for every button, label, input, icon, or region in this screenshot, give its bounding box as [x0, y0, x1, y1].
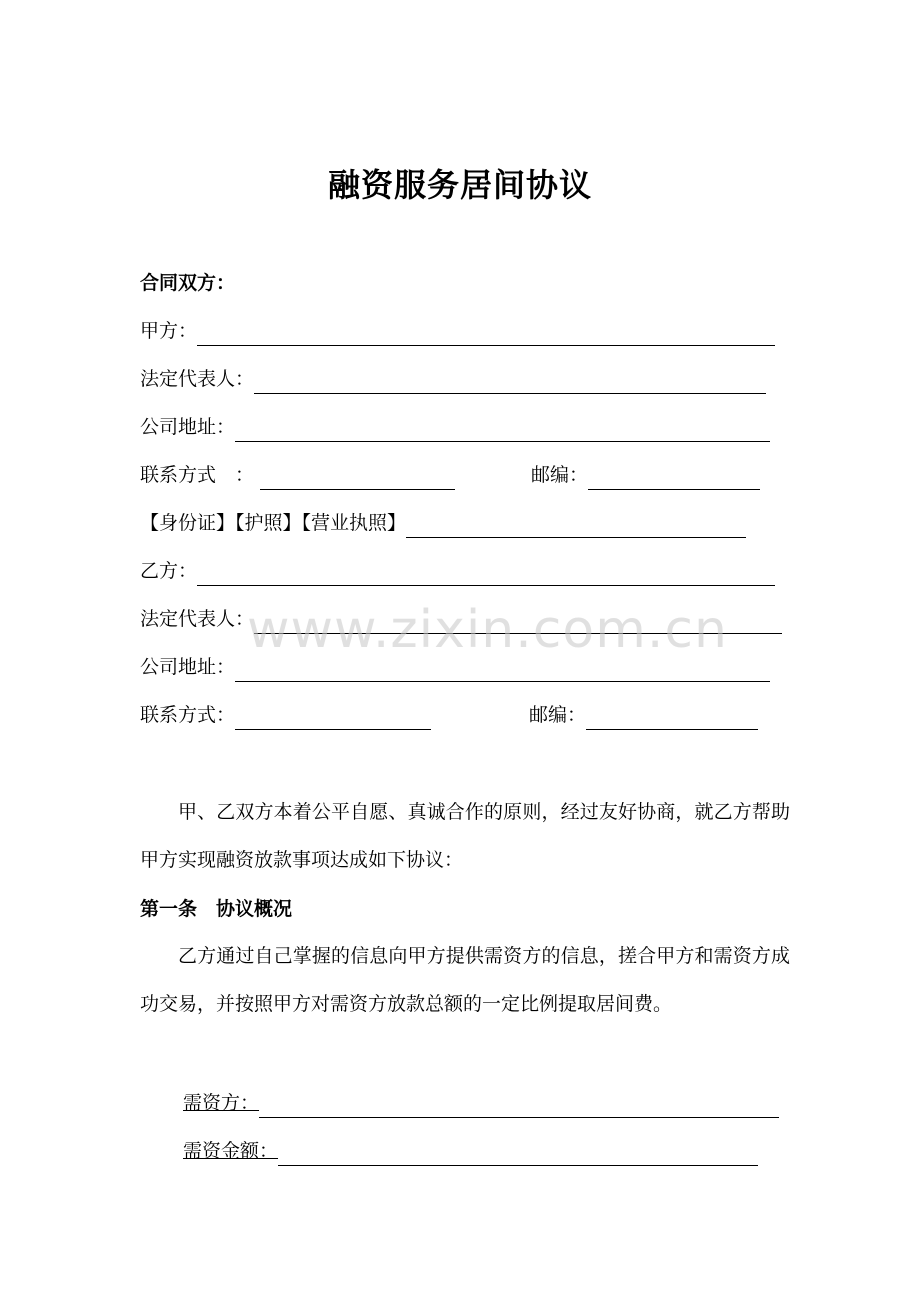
party-b-address-field[interactable]	[235, 659, 770, 682]
parties-heading: 合同双方：	[140, 272, 236, 294]
fund-amount-label: 需资金额：	[183, 1140, 279, 1162]
party-a-contact-row	[140, 460, 760, 490]
party-a-rep-field[interactable]	[254, 371, 766, 394]
party-b-field[interactable]	[197, 563, 775, 586]
party-b-postcode-label: 邮编：	[529, 704, 587, 726]
party-b-contact-label: 联系方式：	[140, 704, 236, 726]
party-a-contact-label: 联系方式 ：	[140, 464, 255, 486]
party-a-postcode-label: 邮编：	[531, 464, 589, 486]
party-b-postcode-field[interactable]	[586, 707, 758, 730]
party-b-row	[140, 556, 775, 586]
watermark: www.zixin.com.cn	[247, 600, 728, 660]
party-b-contact-row	[140, 700, 758, 730]
intro-paragraph: 甲、乙双方本着公平自愿、真诚合作的原则，经过友好协商，就乙方帮助甲方实现融资放款事项达成如下协议：	[140, 801, 790, 871]
party-a-address-row	[140, 412, 770, 442]
fund-amount-field[interactable]	[278, 1143, 758, 1166]
party-b-contact-field[interactable]	[235, 707, 431, 730]
party-a-id-types-label: 【身份证】【护照】【营业执照】	[140, 512, 407, 534]
party-a-field[interactable]	[197, 323, 775, 346]
article-1-body: 乙方通过自己掌握的信息向甲方提供需资方的信息，搓合甲方和需资方成功交易，并按照甲方对需资方放款总额的一定比例提取居间费。	[140, 945, 790, 1015]
party-b-address-label: 公司地址：	[140, 656, 236, 678]
party-a-rep-label: 法定代表人：	[140, 368, 255, 390]
fund-amount-row	[183, 1136, 758, 1166]
party-a-address-label: 公司地址：	[140, 416, 236, 438]
article-1-heading: 第一条 协议概况	[140, 898, 293, 920]
party-b-rep-field[interactable]	[254, 611, 782, 634]
party-a-row	[140, 316, 775, 346]
party-a-id-row	[140, 508, 746, 538]
fund-user-label: 需资方：	[183, 1092, 260, 1114]
party-b-address-row	[140, 652, 770, 682]
party-a-id-field[interactable]	[406, 515, 746, 538]
party-a-label: 甲方：	[140, 320, 198, 342]
document-title: 融资服务居间协议	[327, 166, 592, 204]
fund-user-row	[183, 1088, 779, 1118]
fund-user-field[interactable]	[259, 1095, 779, 1118]
party-b-rep-label: 法定代表人：	[140, 608, 255, 630]
party-a-address-field[interactable]	[235, 419, 770, 442]
party-a-postcode-field[interactable]	[588, 467, 760, 490]
party-b-label: 乙方：	[140, 560, 198, 582]
party-b-rep-row	[140, 604, 782, 634]
party-a-rep-row	[140, 364, 766, 394]
party-a-contact-field[interactable]	[260, 467, 455, 490]
